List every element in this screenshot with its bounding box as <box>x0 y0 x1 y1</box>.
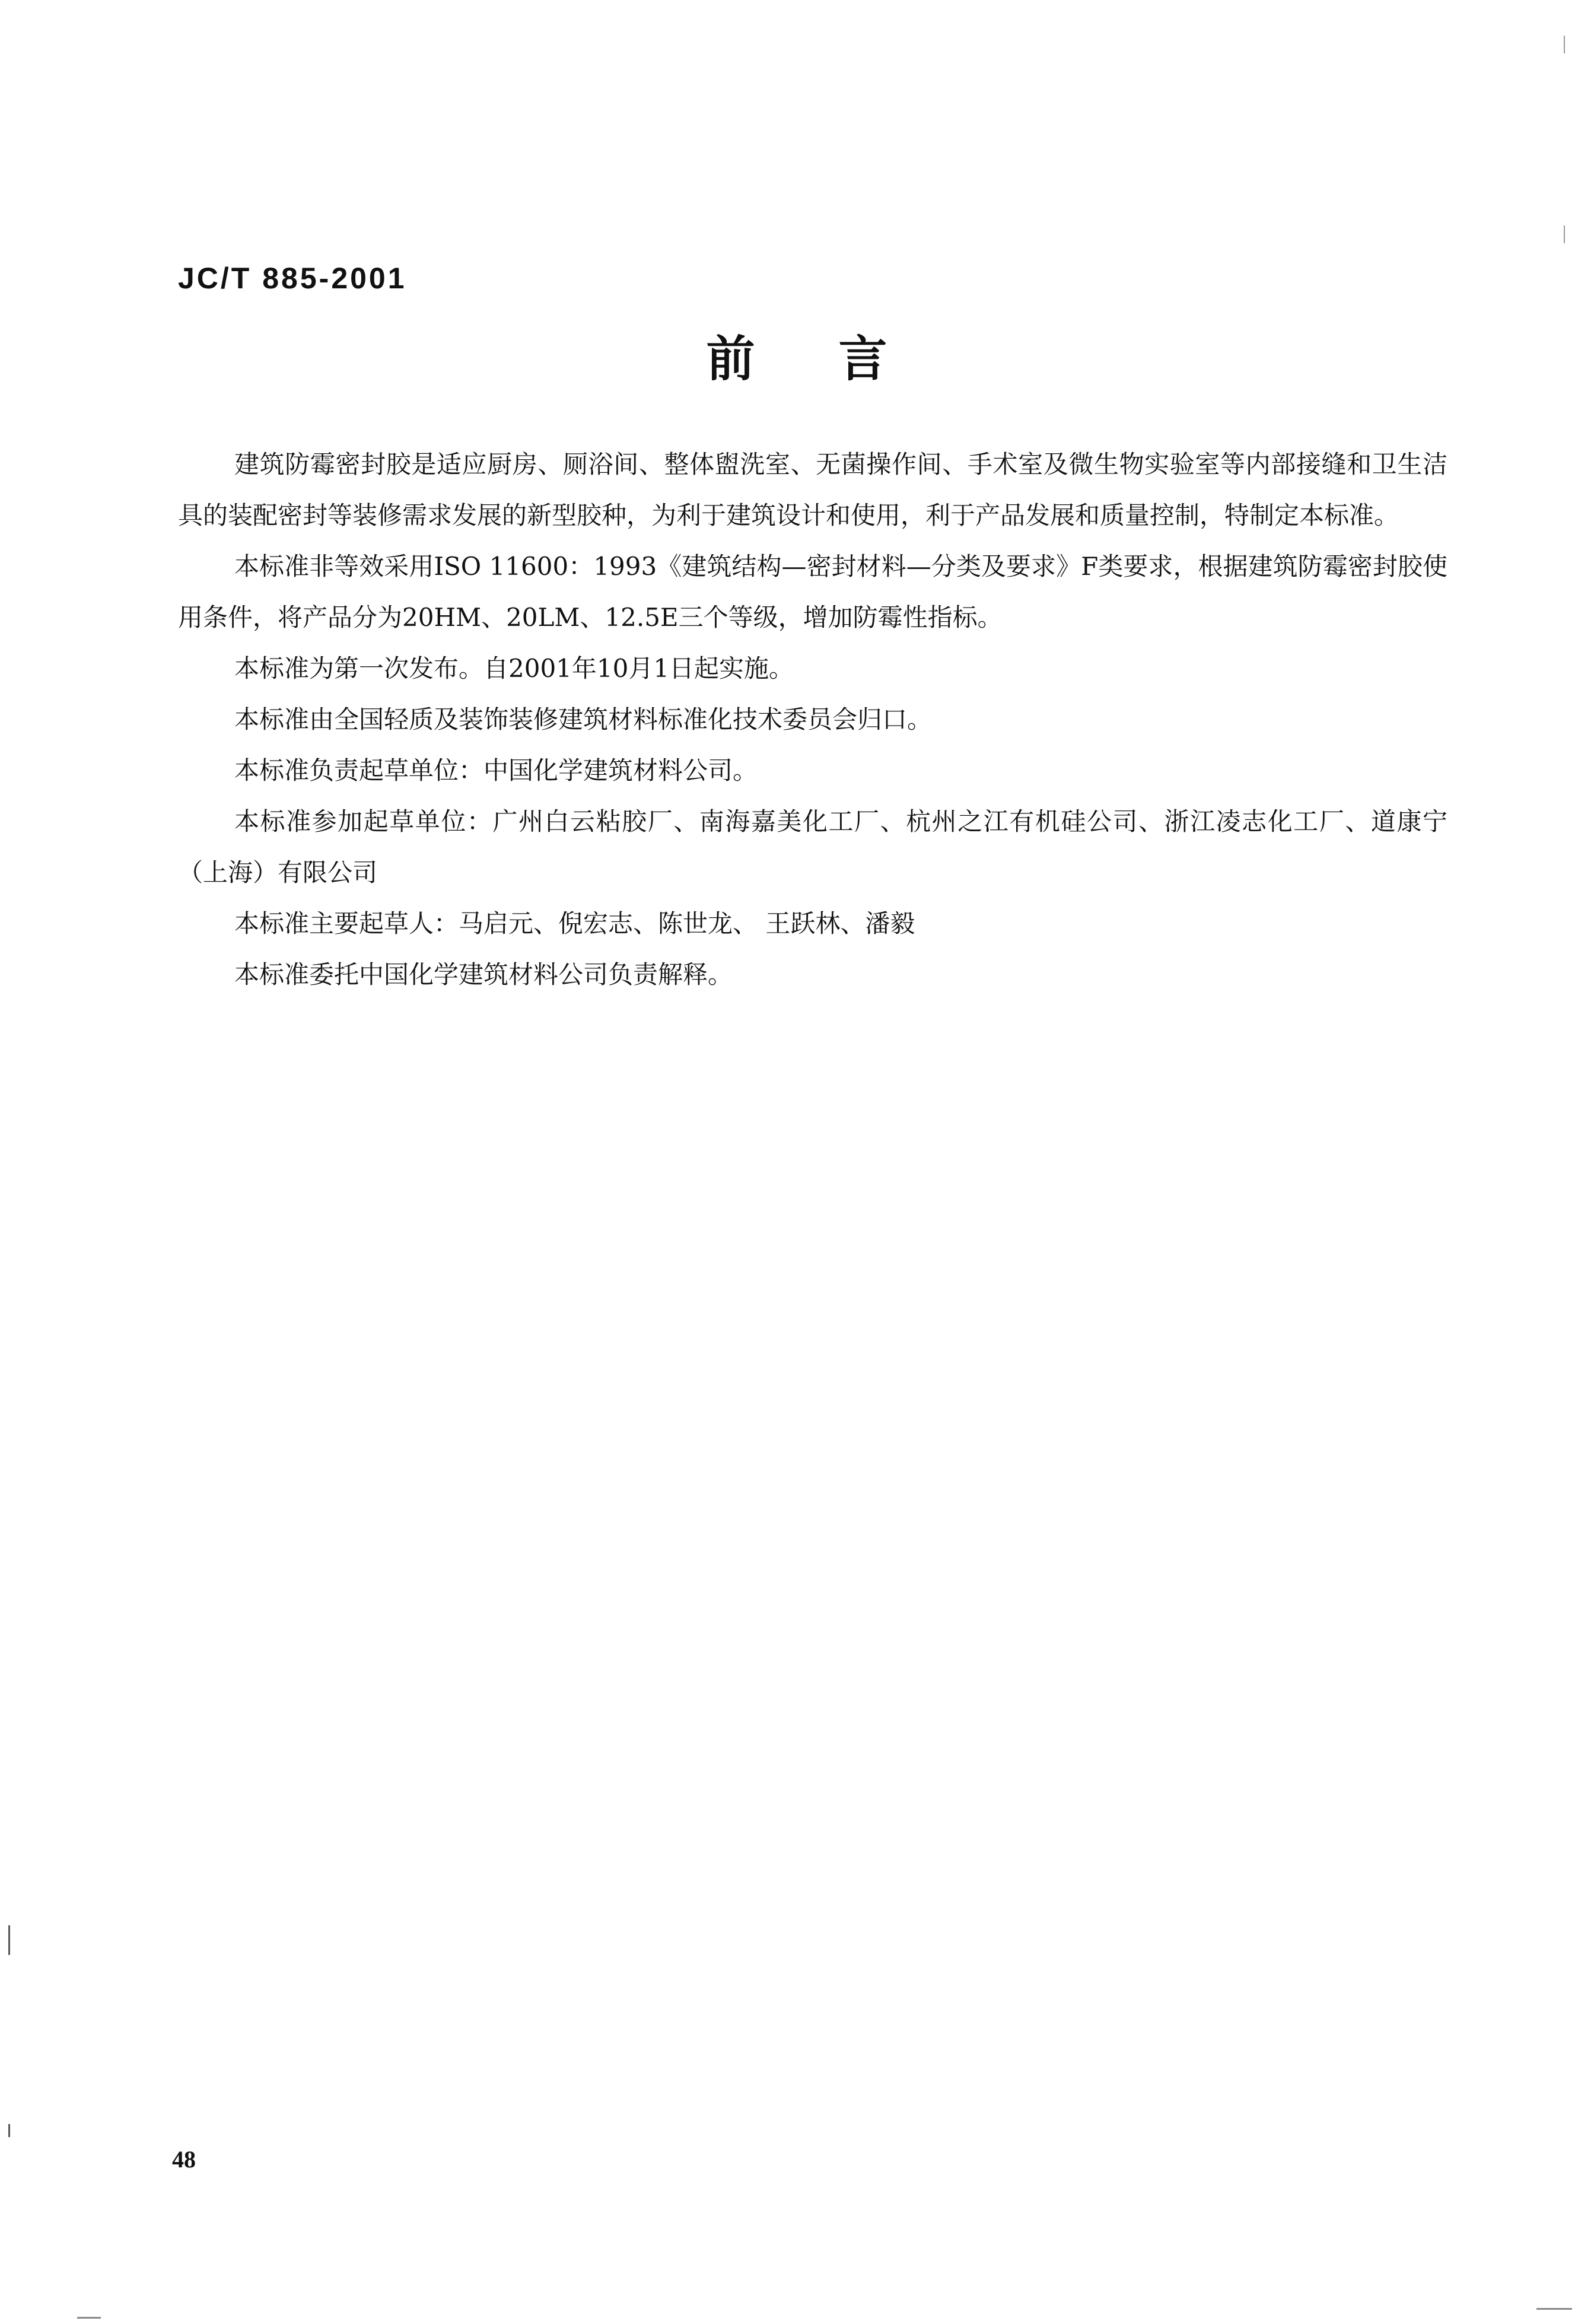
scan-artifact <box>1564 225 1565 243</box>
paragraph-first-issue: 本标准为第一次发布。自2001年10月1日起实施。 <box>234 654 794 683</box>
scan-artifact <box>8 2124 10 2137</box>
scan-artifact <box>77 2317 101 2319</box>
section-title <box>0 320 1594 390</box>
section-title-char-1: 前 <box>706 331 756 387</box>
scan-artifact <box>1564 36 1565 53</box>
foreword-body <box>178 439 1447 1000</box>
paragraph-main-drafters: 本标准主要起草人：马启元、倪宏志、陈世龙、 王跃林、潘毅 <box>234 909 915 938</box>
paragraph-adoption: 本标准非等效采用ISO 11600：1993《建筑结构—密封材料—分类及要求》F类要求，根据建筑防霉密封胶使用条件，将产品分为20HM、20LM、12.5E三个等级，增加防霉性指标。 <box>178 552 1447 632</box>
page-number: 48 <box>172 2146 196 2173</box>
paragraph-committee: 本标准由全国轻质及装饰装修建筑材料标准化技术委员会归口。 <box>234 705 933 734</box>
scan-artifact <box>1536 2308 1572 2310</box>
paragraph-lead-drafter: 本标准负责起草单位：中国化学建筑材料公司。 <box>234 756 758 785</box>
section-title-char-2: 言 <box>838 331 888 387</box>
scan-artifact <box>8 1925 10 1955</box>
standard-code: JC/T 885-2001 <box>178 262 407 295</box>
paragraph-participating-drafters: 本标准参加起草单位：广州白云粘胶厂、南海嘉美化工厂、杭州之江有机硅公司、浙江凌志化工厂、道康宁（上海）有限公司 <box>178 807 1447 887</box>
paragraph-purpose: 建筑防霉密封胶是适应厨房、厕浴间、整体盥洗室、无菌操作间、手术室及微生物实验室等内部接缝和卫生洁具的装配密封等装修需求发展的新型胶种，为利于建筑设计和使用，利于产品发展和质量控制，特制定本标准。 <box>178 450 1447 530</box>
paragraph-interpretation: 本标准委托中国化学建筑材料公司负责解释。 <box>234 960 733 989</box>
